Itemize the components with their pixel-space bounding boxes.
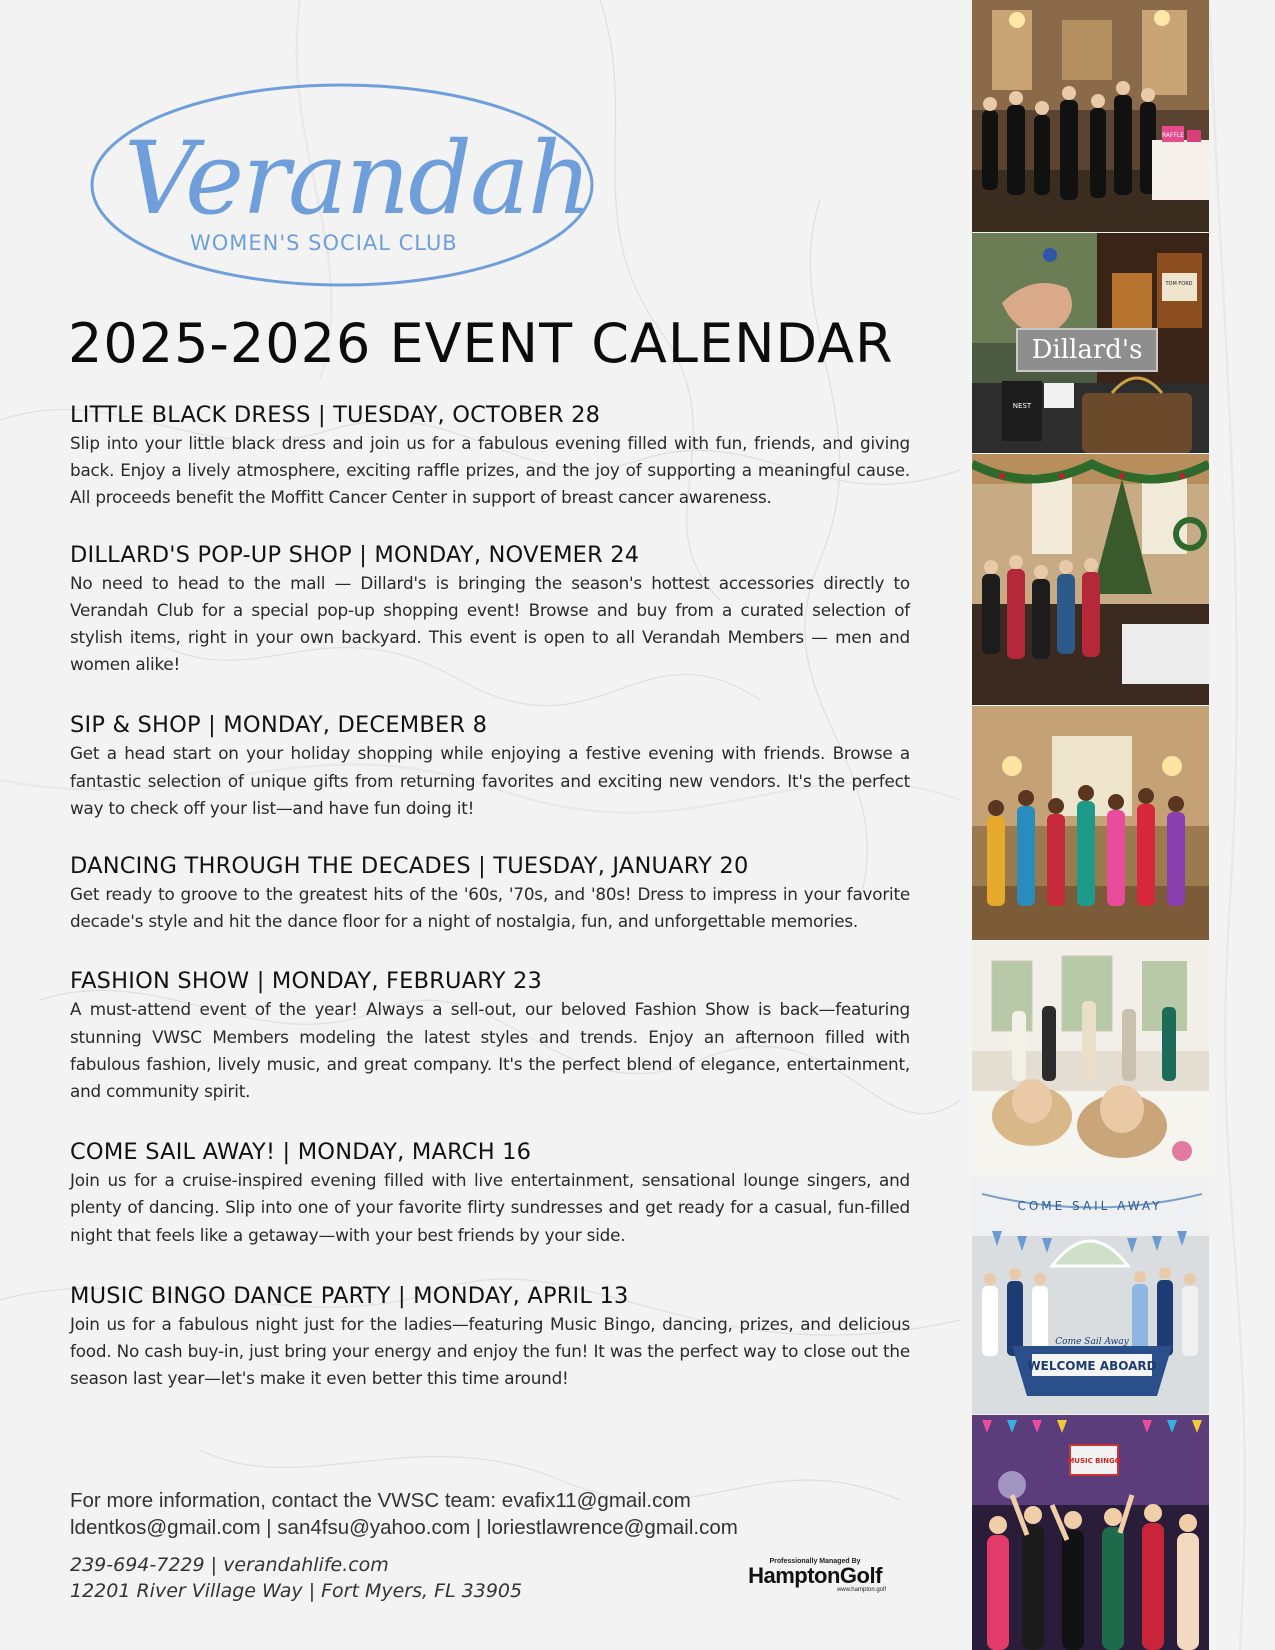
photo-strip bbox=[972, 0, 1209, 1650]
photo-dancing-decades bbox=[972, 706, 1209, 940]
photo-dillards-collage bbox=[972, 233, 1209, 453]
event-heading: LITTLE BLACK DRESS | TUESDAY, OCTOBER 28 bbox=[70, 402, 601, 428]
event-music-bingo bbox=[70, 1283, 910, 1393]
hampton-golf-logo bbox=[740, 1558, 890, 1593]
managed-by-label: Professionally Managed By bbox=[769, 1558, 861, 1565]
contact-emails: ldentkos@gmail.com | san4fsu@yahoo.com | loriestlawrence@gmail.com bbox=[70, 1516, 738, 1539]
dillards-sign: Dillard's bbox=[1031, 335, 1143, 365]
hampton-golf-url: www.hampton.golf bbox=[836, 1587, 886, 1593]
event-heading: SIP & SHOP | MONDAY, DECEMBER 8 bbox=[70, 712, 488, 739]
street-address: 12201 River Village Way | Fort Myers, FL 33905 bbox=[70, 1580, 523, 1602]
event-description: Get ready to groove to the greatest hits of the '60s, '70s, and '80s! Dress to impress in your favorite decade's style and hit the dance floor for a night of nostalgia, fun, and unforgettable memories. bbox=[70, 884, 910, 932]
contact-info bbox=[70, 1487, 870, 1541]
logo-script-text: Verandah bbox=[124, 120, 591, 237]
event-description: No need to head to the mall — Dillard's is bringing the season's hottest accessories directly to Verandah Club for a special pop-up shopping event! Browse and buy from a curated selection of stylish items, right in your own backyard. This event is open to all Verandah Members — men and women alike! bbox=[70, 572, 910, 675]
event-description: Get a head start on your holiday shopping while enjoying a festive evening with friends. Browse a fantastic selection of unique gifts from returning favorites and exciting new vendors. It's the perfect way to check off your list—and have fun doing it! bbox=[70, 743, 910, 818]
event-heading: DANCING THROUGH THE DECADES | TUESDAY, JANUARY 20 bbox=[70, 853, 749, 880]
logo-subtitle: WOMEN'S SOCIAL CLUB bbox=[190, 231, 458, 255]
event-description: A must-attend event of the year! Always a sell-out, our beloved Fashion Show is back—featuring stunning VWSC Members modeling the latest styles and trends. Enjoy an afternoon filled with fabulous fashion, lively music, and great company. It's the perfect blend of elegance, entertainment, and community spirit. bbox=[70, 999, 910, 1102]
photo-fashion-show bbox=[972, 941, 1209, 1175]
event-little-black-dress bbox=[70, 402, 910, 512]
hampton-golf-brand: HamptonGolf bbox=[748, 1563, 882, 1588]
event-heading: COME SAIL AWAY! | MONDAY, MARCH 16 bbox=[70, 1139, 532, 1166]
address-info bbox=[70, 1552, 670, 1604]
photo-music-bingo bbox=[972, 1415, 1209, 1650]
event-dancing-decades bbox=[70, 853, 910, 935]
event-come-sail-away bbox=[70, 1139, 910, 1249]
verandah-logo bbox=[84, 78, 604, 293]
event-description: Slip into your little black dress and join us for a fabulous evening filled with fun, friends, and giving back. Enjoy a lively atmosphere, exciting raffle prizes, and the joy of supporting a meaningful cause. All proceeds benefit the Moffitt Cancer Center in support of breast cancer awareness. bbox=[70, 433, 910, 508]
event-heading: DILLARD'S POP-UP SHOP | MONDAY, NOVEMER 24 bbox=[70, 541, 640, 568]
bunting-text: COME SAIL AWAY bbox=[1017, 1199, 1163, 1213]
welcome-sign: WELCOME ABOARD bbox=[1027, 1359, 1157, 1373]
event-dillards-pop-up bbox=[70, 542, 910, 679]
tom-ford-label: TOM FORD bbox=[1165, 281, 1193, 287]
event-sip-and-shop bbox=[70, 712, 910, 822]
event-heading: MUSIC BINGO DANCE PARTY | MONDAY, APRIL 13 bbox=[70, 1282, 629, 1309]
music-bingo-sign: MUSIC BINGO bbox=[1067, 1457, 1121, 1465]
boat-script: Come Sail Away bbox=[1055, 1337, 1129, 1347]
nest-label: NEST bbox=[1012, 402, 1032, 410]
event-description: Join us for a cruise-inspired evening filled with live entertainment, sensational lounge singers, and plenty of dancing. Slip into one of your favorite flirty sundresses and get ready for a casual, fun-filled night that feels like a getaway—with your best friends by your side. bbox=[70, 1170, 910, 1245]
photo-sip-and-shop bbox=[972, 454, 1209, 705]
event-fashion-show bbox=[70, 968, 910, 1105]
event-description: Join us for a fabulous night just for the ladies—featuring Music Bingo, dancing, prizes, and delicious food. No cash buy-in, just bring your energy and enjoy the fun! It was the perfect way to close out the season last year—let's make it even better this time around! bbox=[70, 1313, 910, 1389]
contact-line-1: For more information, contact the VWSC team: evafix11@gmail.com bbox=[70, 1489, 691, 1512]
raffle-label: RAFFLE bbox=[1161, 132, 1185, 139]
photo-little-black-dress bbox=[972, 0, 1209, 232]
phone-website: 239-694-7229 | verandahlife.com bbox=[70, 1554, 389, 1576]
event-heading: FASHION SHOW | MONDAY, FEBRUARY 23 bbox=[70, 968, 543, 995]
photo-come-sail-away bbox=[972, 1176, 1209, 1414]
event-list bbox=[70, 402, 910, 1418]
page-title: 2025-2026 EVENT CALENDAR bbox=[68, 312, 894, 375]
